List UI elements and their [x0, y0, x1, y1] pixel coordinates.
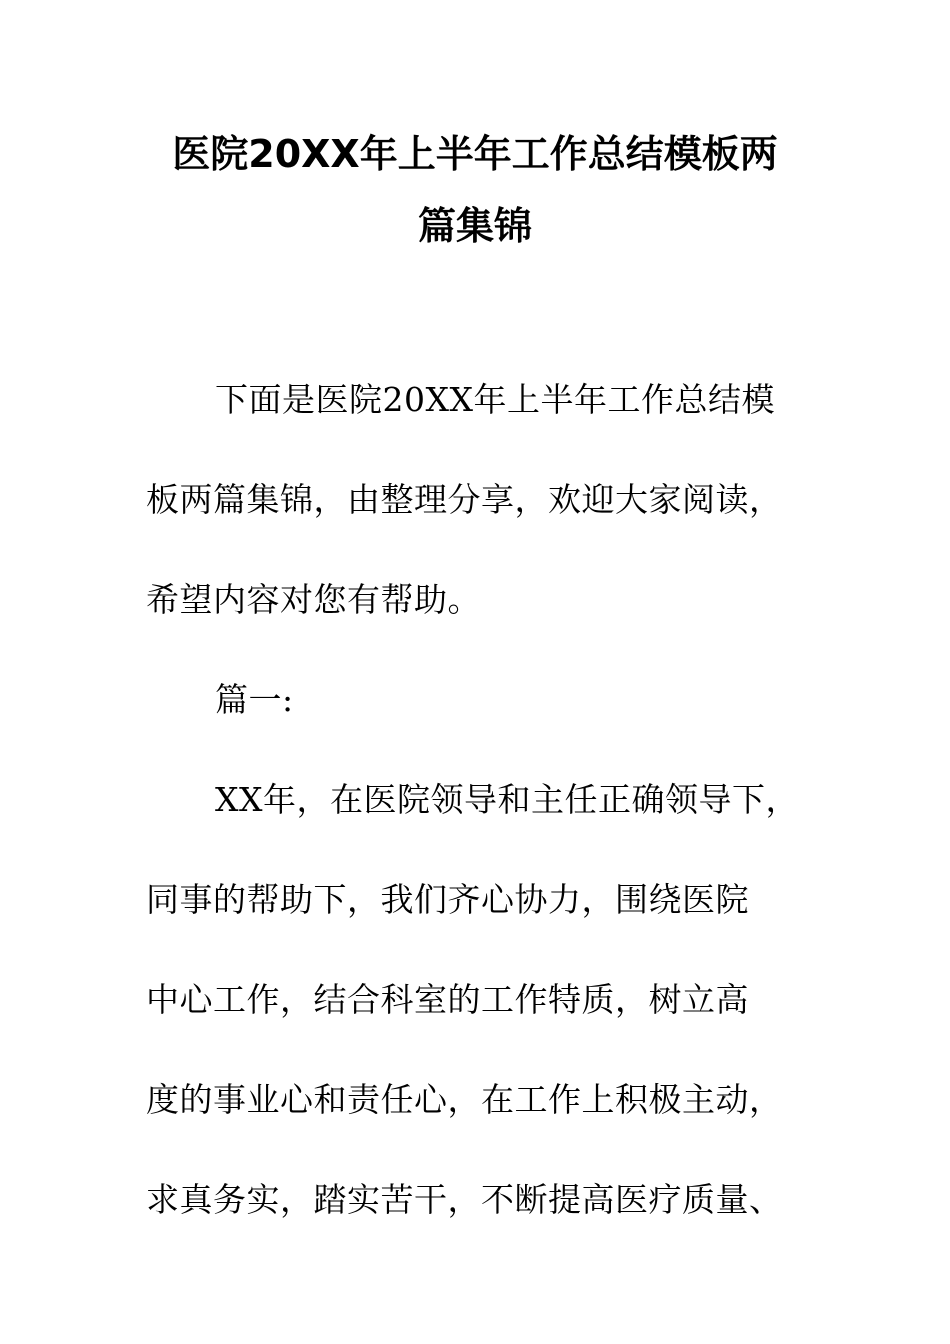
- intro-line-2: 板两篇集锦，由整理分享，欢迎大家阅读，: [146, 480, 783, 519]
- document-title-line-2: 篇集锦: [417, 204, 532, 248]
- body-line-3: 中心工作，结合科室的工作特质，树立高: [146, 980, 749, 1019]
- intro-line-1: 下面是医院20XX年上半年工作总结模: [215, 380, 775, 419]
- document-title-line-1: 医院20XX年上半年工作总结模板两: [172, 132, 778, 176]
- section-heading: 篇一:: [215, 680, 294, 719]
- body-line-2: 同事的帮助下，我们齐心协力，围绕医院: [146, 880, 749, 919]
- body-line-1: XX年，在医院领导和主任正确领导下，: [215, 780, 799, 819]
- intro-line-3: 希望内容对您有帮助。: [146, 580, 481, 619]
- body-line-5: 求真务实，踏实苦干，不断提高医疗质量、: [146, 1180, 783, 1219]
- body-line-4: 度的事业心和责任心，在工作上积极主动，: [146, 1080, 783, 1119]
